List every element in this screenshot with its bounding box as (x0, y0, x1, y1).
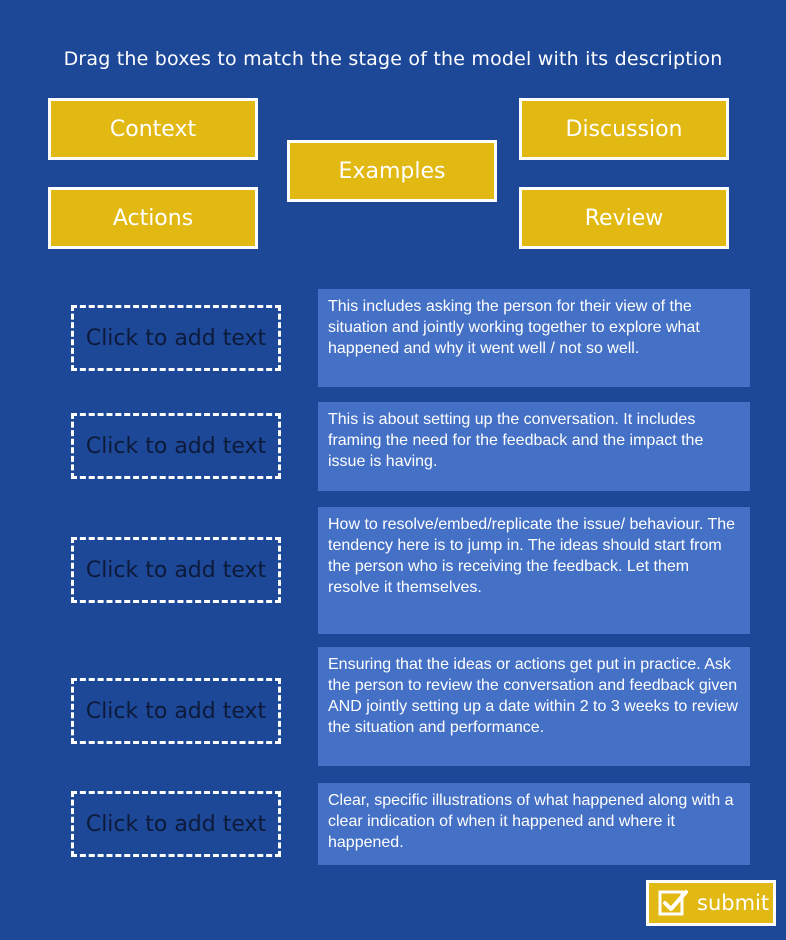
drag-box-examples[interactable]: Examples (287, 140, 497, 202)
check-icon (657, 887, 689, 919)
drop-zone-1[interactable]: Click to add text (71, 305, 281, 371)
drag-box-review[interactable]: Review (519, 187, 729, 249)
description-5: Clear, specific illustrations of what happened along with a clear indication of when it happened and where it happened. (318, 783, 750, 865)
description-2: This is about setting up the conversation. It includes framing the need for the feedback and the impact the issue is having. (318, 402, 750, 491)
drop-zone-4[interactable]: Click to add text (71, 678, 281, 744)
submit-label: submit (697, 891, 770, 915)
drag-box-context[interactable]: Context (48, 98, 258, 160)
drop-zone-3[interactable]: Click to add text (71, 537, 281, 603)
description-3: How to resolve/embed/replicate the issue/ behaviour. The tendency here is to jump in. The ideas should start from the person who is receiving the feedback. Let them resolve it themselves. (318, 507, 750, 634)
description-4: Ensuring that the ideas or actions get put in practice. Ask the person to review the conversation and feedback given AND jointly setting up a date within 2 to 3 weeks to review the situation and performance. (318, 647, 750, 766)
description-1: This includes asking the person for their view of the situation and jointly working together to explore what happened and why it went well / not so well. (318, 289, 750, 387)
submit-button[interactable] (646, 880, 776, 926)
instruction-text: Drag the boxes to match the stage of the model with its description (63, 48, 723, 70)
drag-box-discussion[interactable]: Discussion (519, 98, 729, 160)
drop-zone-5[interactable]: Click to add text (71, 791, 281, 857)
drop-zone-2[interactable]: Click to add text (71, 413, 281, 479)
drag-box-actions[interactable]: Actions (48, 187, 258, 249)
